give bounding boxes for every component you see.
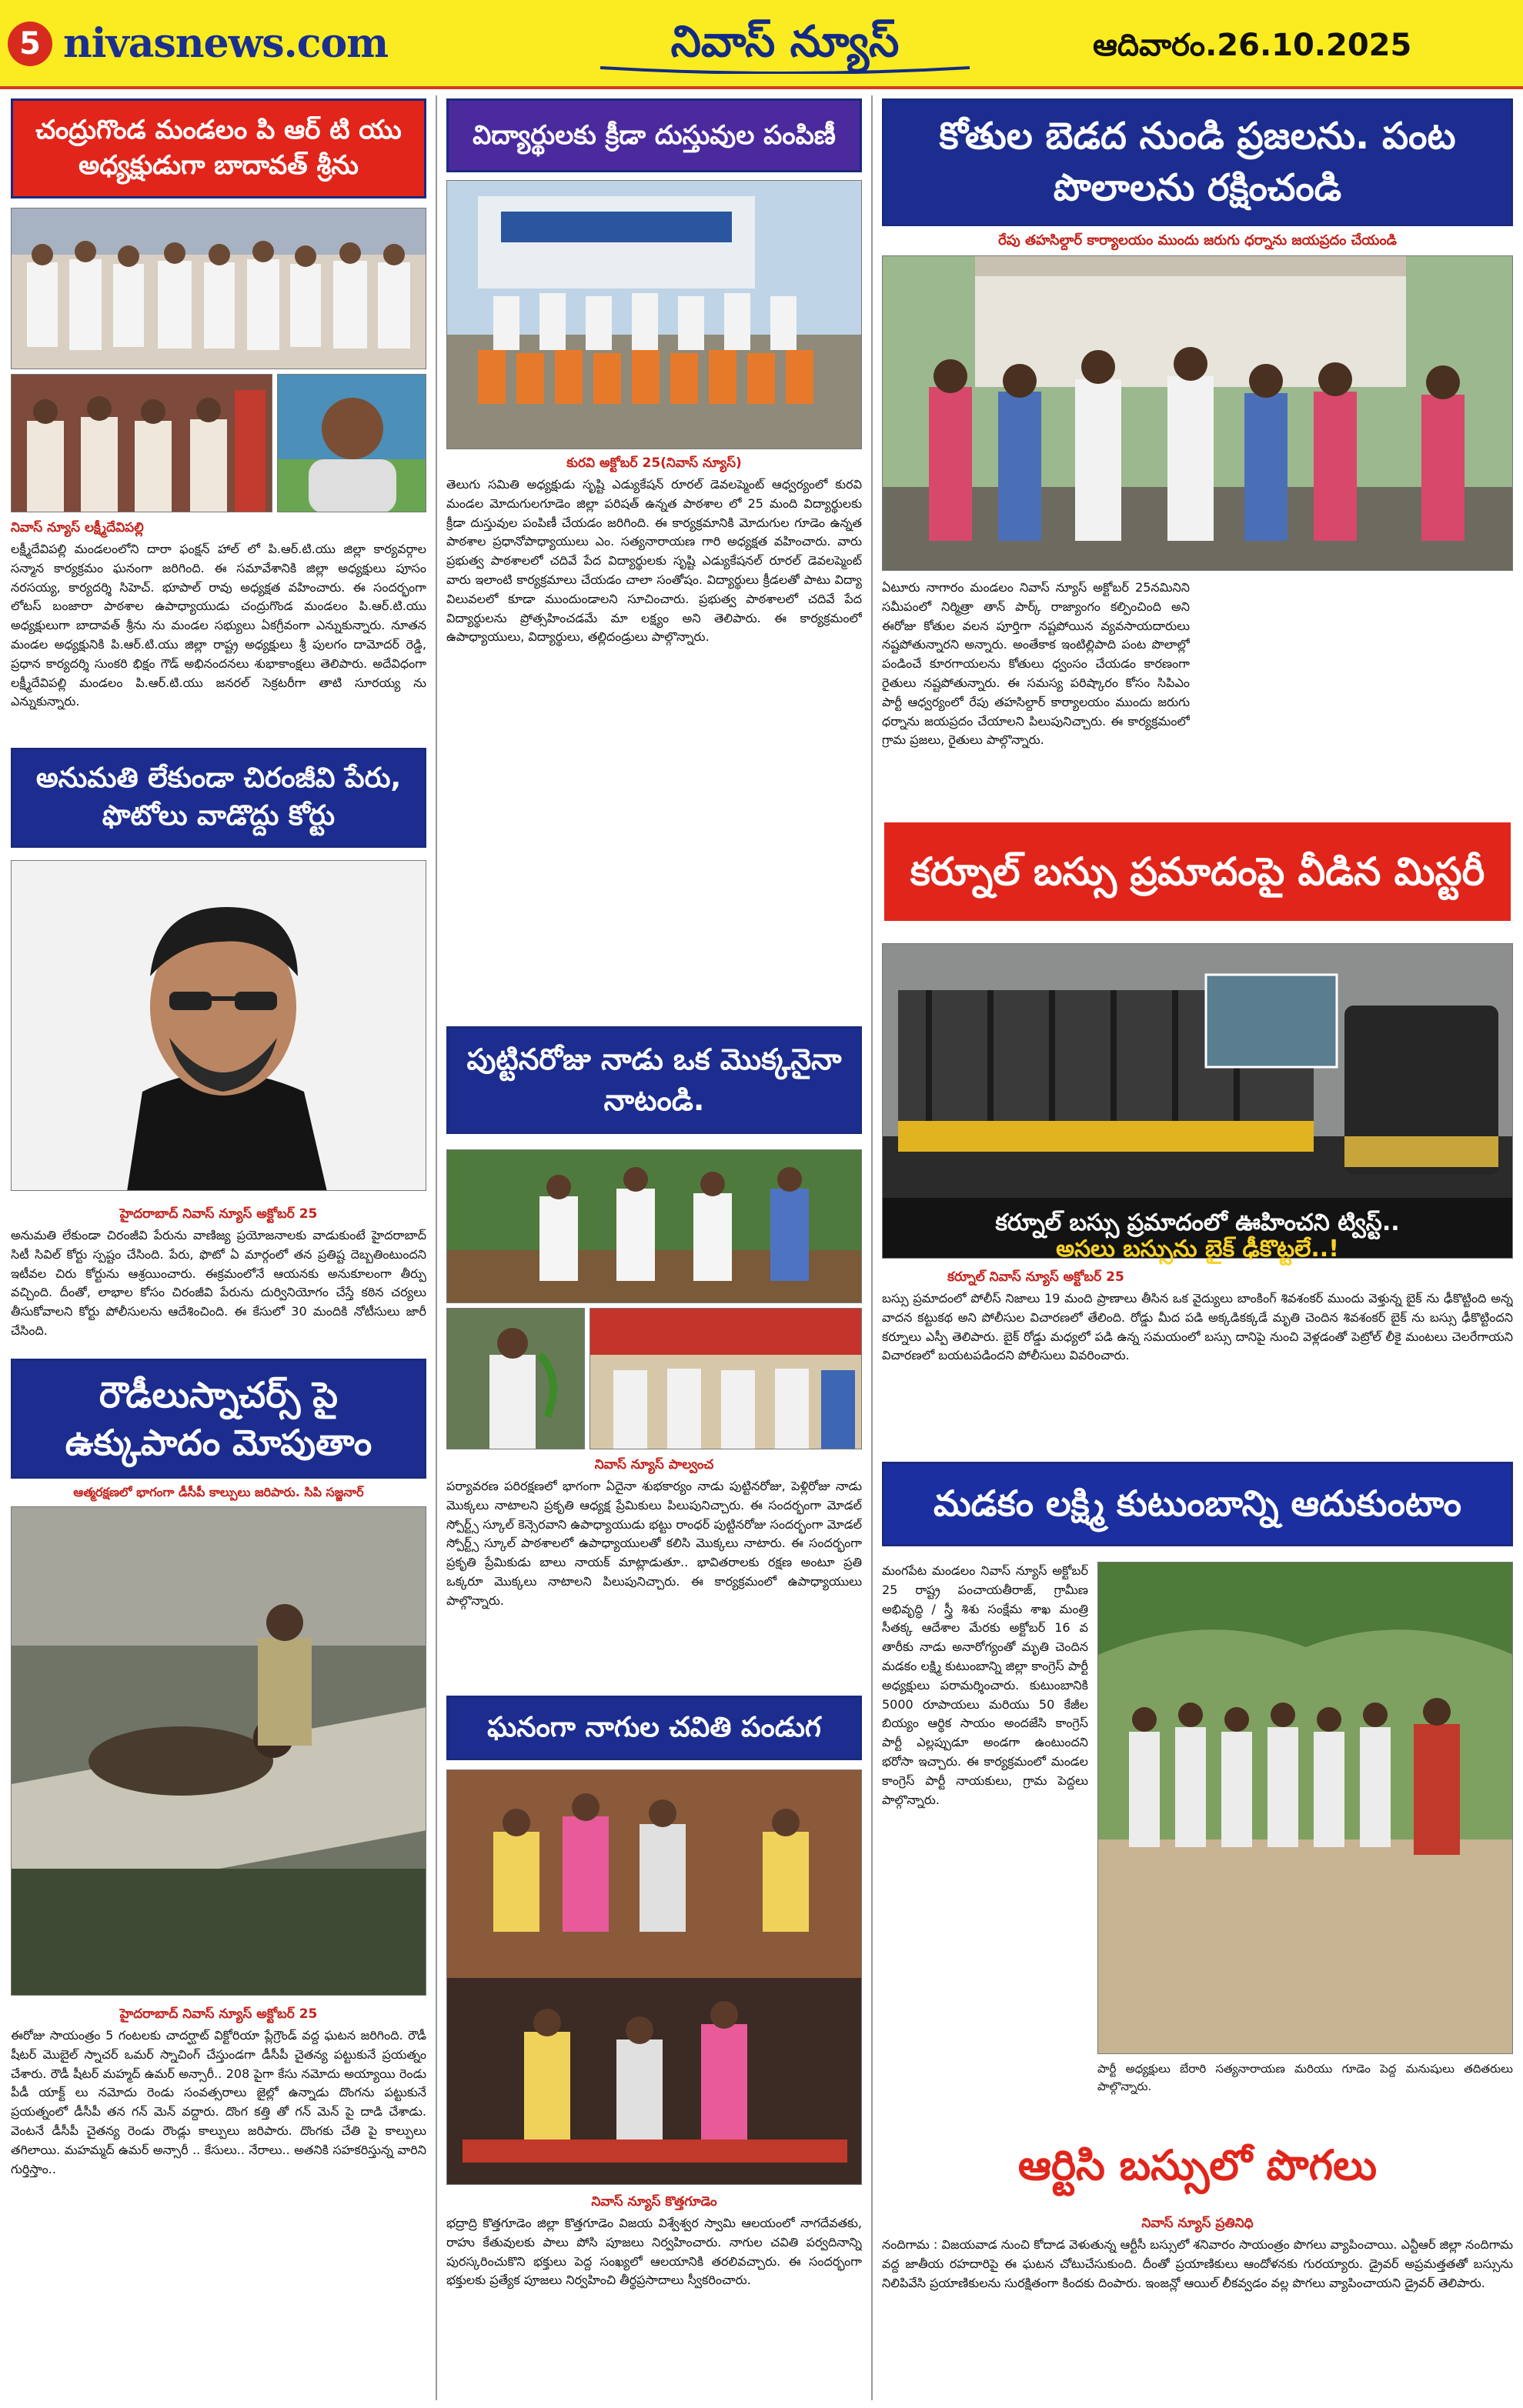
photo-monkey-menace <box>882 255 1513 571</box>
dateline-hyderabad-2: హైదరాబాద్ నివాస్ న్యూస్ అక్టోబర్ 25 <box>119 2006 318 2022</box>
column-rule-1 <box>436 95 437 2400</box>
photo-plant-sapling-1 <box>446 1149 862 1303</box>
photo-plant-sapling-3 <box>589 1308 862 1449</box>
body-prtu: లక్ష్మీదేవిపల్లి మండలంలోని దారా ఫంక్షన్ హాల్ లో పి.ఆర్.టి.యు జిల్లా కార్యవర్గాల సన్మాన కార్యక్రమం ఘనంగా జరిగింది. ఈ సమావేశానికి జిల్లా అధ్యక్షులు పూసం నరసయ్య, కార్యదర్శి సిహెచ్. భూపాల్ రావు అధ్యక్షత వహించారు. ఈ సందర్భంగా లోటస్ బంజారా పాఠశాల ఉపాధ్యాయుడు చంద్రుగొండ మండలం పి.ఆర్.టి.యు అధ్యక్షులుగా బాదావత్ శ్రీను ను మండల సభ్యులు ఏకగ్రీవంగా ఎన్నుకున్నారు. నూతన మండల అధ్యక్షునికి పి.ఆర్.టి.యు జిల్లా రాష్ట్ర అధ్యక్షులు శ్రీ పులగం దామోదర్ రెడ్డి, ప్రధాన కార్యదర్శి సుంకరి భిక్షం గౌడ్ అభినందనలు శుభాకాంక్షలు తెలిపారు. అదేవిధంగా లక్ష్మీదేవిపల్లి మండలం పి.ఆర్.టి.యు జనరల్ సెక్రటరీగా తాటి సూరయ్య ను ఎన్నుకున్నారు. <box>11 542 426 709</box>
photo-nagula-chavithi <box>446 1769 862 2185</box>
body-monkey-menace: ఏటూరు నాగారం మండలం నివాస్ న్యూస్ అక్టోబర్ 25నమినిని సమీపంలో నిర్మిత్రా తాన్ పార్క్ రాజ్యాంగం కల్పించింది అని ఈరోజు కోతుల వలన పూర్తిగా నష్టపోయిన వ్యవసాయదారులు నష్టపోతున్నారని అన్నారు. అంతేకాక ఇంటిల్లిపాది పంట పొలాల్లో పండించే కూరగాయలను కోతులు ధ్వంసం చేయడం కారణంగా రైతులు నష్టపోతున్నారు. ఈ సమస్య పరిష్కారం కోసం సిపిఎం పార్టీ ఆధ్వర్యంలో రేపు తహసిల్దార్ కార్యాలయం ముందు జరుగు ధర్నాను జయప్రదం చేయాలని పిలుపునిచ్చారు. ఈ కార్యక్రమంలో గ్రామ ప్రజలు, రైతులు పాల్గొన్నారు. <box>882 580 1190 748</box>
dateline-hyderabad-1: హైదరాబాద్ నివాస్ న్యూస్ అక్టోబర్ 25 <box>119 1206 318 1222</box>
headline-rowdy-snatchers: రౌడీలుస్నాచర్స్ పై ఉక్కుపాదం మోపుతాం <box>11 1359 426 1479</box>
photo-sports-uniforms <box>446 180 862 449</box>
photo-snatcher-arrest <box>11 1506 426 1996</box>
headline-prtu-president: చంద్రుగొండ మండలం పి ఆర్ టి యు అధ్యక్షుడుగా బాదావత్ శ్రీను <box>11 98 426 198</box>
issue-date: ఆదివారం.26.10.2025 <box>1093 28 1412 63</box>
dateline-nivas-reporter: నివాస్ న్యూస్ ప్రతినిధి <box>1141 2216 1254 2231</box>
headline-monkey-menace: కోతుల బెడద నుండి ప్రజలను. పంట పొలాలను రక్షించండి <box>882 98 1513 226</box>
dateline-kuravi: కురవి అక్టోబర్ 25(నివాస్ న్యూస్) <box>566 455 742 471</box>
body-nagula-chavithi: భద్రాద్రి కొత్తగూడెం జిల్లా కొత్తగూడెం విజయ విశ్వేశ్వర స్వామి ఆలయంలో నాగదేవతకు, రాహు కేతువులకు పాలు పోసి పూజలు నిర్వహించారు. నాగుల చవితి పర్వదినాన్ని పురస్కరించుకొని భక్తులు పెద్ద సంఖ్యలో ఆలయానికి తరలివచ్చారు. ఈ సందర్భంగా భక్తులకు ప్రత్యేక పూజలు నిర్వహించి తీర్థప్రసాదాలు స్వీకరించారు. <box>446 2216 862 2288</box>
dateline-kurnool: కర్నూల్ నివాస్ న్యూస్ అక్టోబర్ 25 <box>947 1269 1124 1285</box>
photo-prtu-meeting <box>11 208 426 369</box>
photo-caption-bike: అసలు బస్సును బైక్ ఢీకొట్టలే..! <box>1056 1236 1339 1262</box>
site-url[interactable]: nivasnews.com <box>63 20 389 67</box>
photo-badavath-srinu <box>277 374 426 512</box>
headline-rtc-bus-smoke: ఆర్టిసి బస్సులో పొగలు <box>882 2123 1513 2208</box>
subhead-dharna: రేపు తహసిల్దార్ కార్యాలయం ముందు జరుగు ధర్నాను జయప్రదం చేయండి <box>998 232 1397 248</box>
headline-nagula-chavithi: ఘనంగా నాగుల చవితి పండుగ <box>446 1696 862 1760</box>
dateline-kothagudem: నివాస్ న్యూస్ కొత్తగూడెం <box>591 2194 717 2210</box>
dateline-palvancha: నివాస్ న్యూస్ పాల్వంచ <box>594 1457 714 1472</box>
photo-madakam-lakshmi <box>1097 1562 1513 2054</box>
subhead-dcp-firing: ఆత్మరక్షణలో భాగంగా డీసీపీ కాల్పులు జరిపారు. సిపి సజ్జనార్ <box>73 1485 364 1499</box>
photo-caption-twist: కర్నూల్ బస్సు ప్రమాదంలో ఊహించని ట్విస్ట్.. <box>995 1209 1400 1236</box>
page-number: 5 <box>8 22 52 66</box>
headline-kurnool-bus: కర్నూల్ బస్సు ప్రమాదంపై వీడిన మిస్టరీ <box>882 820 1513 923</box>
headline-sports-uniforms: విద్యార్థులకు క్రీడా దుస్తువుల పంపిణీ <box>446 98 862 172</box>
body-rtc-bus-smoke: నందిగామ : విజయవాడ నుంచి కోదాడ వెళుతున్న ఆర్టీసీ బస్సులో శనివారం సాయంత్రం పొగలు వ్యాపించాయి. ఎన్టీఆర్ జిల్లా నందిగామ వద్ద జాతీయ రహదారిపై ఈ ఘటన చోటుచేసుకుంది. దీంతో ప్రయాణికులు ఆందోళనకు గురయ్యారు. డ్రైవర్ అప్రమత్తతతో బస్సును నిలిపివేసి ప్రయాణికులను సురక్షితంగా కిందకు దింపారు. ఇంజన్లో ఆయిల్ లీకవ్వడం వల్ల పొగలు వ్యాపించాయని డ్రైవర్ తెలిపారు. <box>882 2237 1513 2290</box>
dateline-lakshmidevipalli: నివాస్ న్యూస్ లక్ష్మీదేవిపల్లి <box>11 520 144 535</box>
body-plant-sapling: పర్యావరణ పరిరక్షణలో భాగంగా ఏదైనా శుభకార్యం నాడు పుట్టినరోజు, పెళ్లిరోజు నాడు మొక్కలు నాటాలని ప్రకృతి ఆధ్యక్ష ప్రేమికులు పిలుపునిచ్చారు. ఈ సందర్భంగా మోడల్ స్పోర్ట్స్ స్కూల్ కెన్సెరవాని ఉపాధ్యాయుడు భట్టు రాంధర్ పుట్టినరోజు సందర్భంగా మోడల్ స్పోర్ట్స్ స్కూల్ పాఠశాలలో ఉపాధ్యాయులతో కలిసి మొక్కలు నాటారు. ఈ సందర్భంగా ప్రకృతి ప్రేమికుడు బాలు నాయక్ మాట్లాడుతూ.. భావితరాలకు రక్షణ అంటూ ప్రతి ఒక్కరూ మొక్కలు నాటాలని పిలుపునిచ్చారు. ఈ కార్యక్రమంలో ఉపాధ్యాయులు పాల్గొన్నారు. <box>446 1479 862 1608</box>
paper-name: నివాస్ న్యూస్ <box>670 17 900 67</box>
photo-chiranjeevi <box>11 860 426 1191</box>
body-kurnool-bus: బస్సు ప్రమాదంలో పోలీస్ నిజాలు 19 మంది ప్రాణాలు తీసిన ఒక వైద్యులు బాంకింగ్ శివశంకర్ ముందు వెళ్తున్న బైక్ ను ఢీకొట్టింది అన్న వాదన కట్టుకథ అని పోలీసుల విచారణలో తేలింది. రోడ్డు మీద పడి అక్కడికక్కడే మృతి చెందిన శివశంకర్ బైక్ ను బస్సు ఢీకొట్టిందని కర్నూలు ఎస్పీ తెలిపారు. బైక్ రోడ్డు మధ్యలో పడి ఉన్న సమయంలో బస్సు దానిపై నుంచి వెళ్లడంతో పెట్రోల్ లీకై మంటలు చెలరేగాయని విచారణలో బయటపడిందని పోలీసులు వివరించారు. <box>882 1291 1513 1363</box>
headline-plant-sapling: పుట్టినరోజు నాడు ఒక మొక్కనైనా నాటండి. <box>446 1026 862 1134</box>
body-monkey-menace-cont <box>1205 579 1513 802</box>
body-madakam-lakshmi: మంగపేట మండలం నివాస్ న్యూస్ అక్టోబర్ 25 రాష్ట్ర పంచాయతీరాజ్, గ్రామీణ అభివృద్ధి / స్త్రీ శిశు సంక్షేమ శాఖ మంత్రి సీతక్క ఆదేశాల మేరకు అక్టోబర్ 16 వ తారీకు నాడు అనారోగ్యంతో మృతి చెందిన మడకం లక్ష్మి కుటుంబాన్ని జిల్లా కాంగ్రెస్ పార్టీ అధ్యక్షులు పరామర్శించారు. కుటుంబానికి 5000 రూపాయలు మరియు 50 కేజీల బియ్యం ఆర్థిక సాయం అందజేసి కాంగ్రెస్ పార్టీ ఎల్లప్పుడూ అండగా ఉంటుందని భరోసా ఇచ్చారు. ఈ కార్యక్రమంలో మండల కాంగ్రెస్ పార్టీ నాయకులు, గ్రామ పెద్దలు పాల్గొన్నారు. <box>882 1563 1088 1807</box>
caption-madakam-lakshmi: పార్టీ అధ్యక్షులు బేరారి సత్యనారాయణ మరియు గూడెం పెద్ద మనుషులు తదితరులు పాల్గొన్నారు. <box>1097 2062 1513 2094</box>
body-sports-uniforms: తెలుగు సమితి అధ్యక్షుడు సృష్టి ఎడ్యుకేషన్ రూరల్ డెవలప్మెంట్ ఆధ్వర్యంలో కురవి మండల మోదుగులగూడెం జిల్లా పరిషత్ ఉన్నత పాఠశాల లో 25 మంది విద్యార్థులకు క్రీడా దుస్తువుల పంపిణీ చేయడం జరిగింది. ఈ కార్యక్రమానికి మోదుగుల గూడెం ఉన్నత పాఠశాల ప్రధానోపాధ్యాయులు ఎం. సత్యనారాయణ గారి అధ్యక్షత వహించారు. వారు ప్రభుత్వ పాఠశాలలో చదివే పేద విద్యార్థులకు సృష్టి ఎడ్యుకేషనల్ రూరల్ డెవలప్మెంట్ వారు ఇలాంటి కార్యక్రమాలు చేయడం చాలా సంతోషం. విద్యార్థులు క్రీడలతో పాటు విద్యా విలువలలో కూడా ముందుండాలని సూచించారు. ప్రభుత్వ పాఠశాలలో చదివే పేద విద్యార్థులను ప్రోత్సహించడమే మా లక్ష్యం అని తెలిపారు. ఈ కార్యక్రమంలో ఉపాధ్యాయులు, విద్యార్థులు, తల్లిదండ్రులు పాల్గొన్నారు. <box>446 477 862 645</box>
photo-plant-sapling-2 <box>446 1308 585 1449</box>
headline-madakam-lakshmi: మడకం లక్ష్మి కుటుంబాన్ని ఆదుకుంటాం <box>882 1462 1513 1546</box>
column-rule-2 <box>871 95 873 2400</box>
body-rowdy-snatchers: ఈరోజు సాయంత్రం 5 గంటలకు చాదర్ఘాట్ విక్టోరియా ప్లేగ్రౌండ్ వద్ద ఘటన జరిగింది. రౌడీ షీటర్ మొబైల్ స్నాచర్ ఒమర్ స్నాచింగ్ చేస్తుండగా డీసీపీ చైతన్య పట్టుకునే ప్రయత్నం చేశారు. రౌడీ షీటర్ మహ్మద్ ఉమర్ అన్సారీ.. 208 పైగా కేసు నమోదు అయ్యాయి రెండు పీడీ యాక్ట్ లు నమోదు రెండు సంవత్సరాలు జైల్లో ఉన్నాడు దొంగను పట్టుకునే ప్రయత్నంలో డీసీపీ తన గన్ మెన్ వద్దారు. దొంగ కత్తి తో గన్ మెన్ పై దాడి చేశాడు. వెంటనే డీసీపీ చైతన్య రెండు రౌండ్లు కాల్పులు జరిపారు. దొంగకు చేతి పై కాల్పులు తగిలాయి. మహమ్మద్ ఉమర్ అన్సారీ .. కేసులు.. నేరాలు.. అతనికి సహకరిస్తున్న వారిని గుర్తిస్తాం.. <box>11 2028 426 2176</box>
headline-chiranjeevi-court: అనుమతి లేకుండా చిరంజీవి పేరు, ఫొటోలు వాడొద్దు కోర్టు <box>11 748 426 848</box>
photo-prtu-honour <box>11 374 272 512</box>
body-chiranjeevi: అనుమతి లేకుండా చిరంజీవి పేరును వాణిజ్య ప్రయోజనాలకు వాడుకుంటే హైదరాబాద్ సిటీ సివిల్ కోర్టు స్పష్టం చేసింది. పేరు, ఫొటో ఏ మార్గంలో తన ప్రతిష్ట దెబ్బతింటుందని ఇటీవల చిరు కోర్టును ఆశ్రయించారు. ఈక్రమంలోనే ఆయనకు అనుకూలంగా తీర్పు వచ్చింది. దీంతో, లాభాల కోసం చిరంజీవి పేరును దుర్వినియోగం చేస్తే కఠిన చర్యలు తీసుకోవాలని కోర్టు పోలీసులను ఆదేశించింది. ఈ కేసులో 30 మందికి నోటీసులు జారీ చేసింది. <box>11 1228 426 1338</box>
